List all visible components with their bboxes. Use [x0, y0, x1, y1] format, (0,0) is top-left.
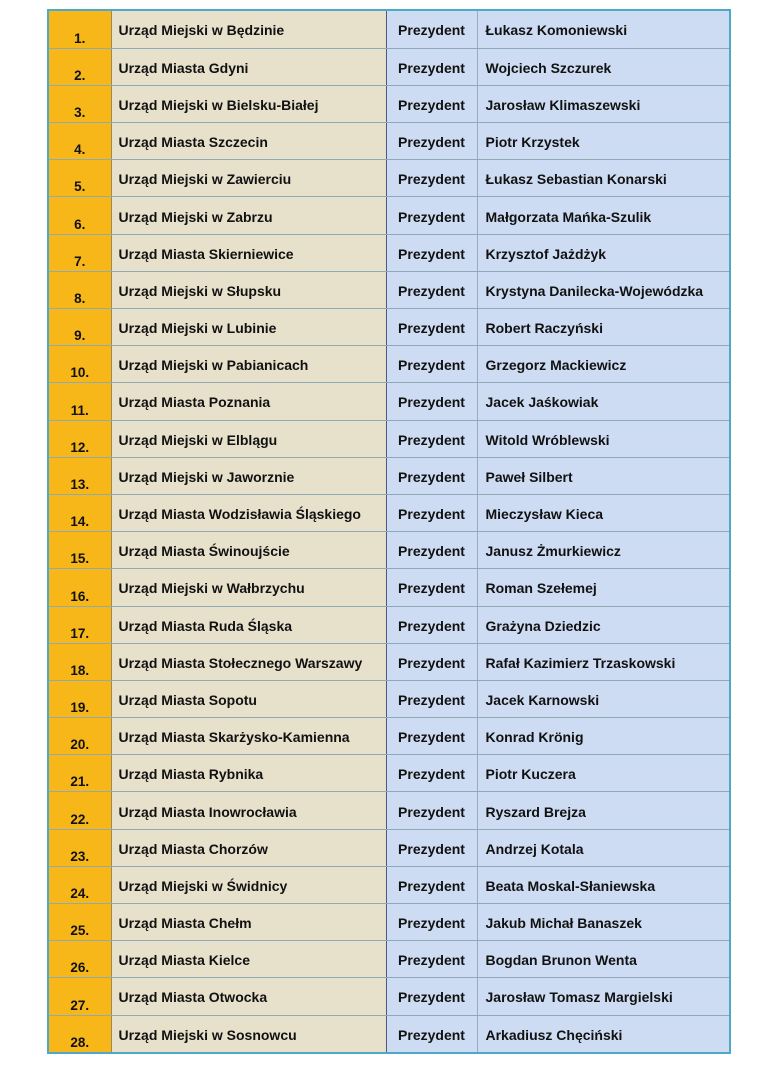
person-name: Łukasz Sebastian Konarski [477, 160, 729, 197]
position-title: Prezydent [386, 48, 477, 85]
person-name: Janusz Żmurkiewicz [477, 532, 729, 569]
table-row [49, 11, 729, 48]
row-number: 7. [49, 234, 111, 271]
row-number: 5. [49, 160, 111, 197]
position-title: Prezydent [386, 160, 477, 197]
table-row [49, 1015, 729, 1052]
person-name: Wojciech Szczurek [477, 48, 729, 85]
person-name: Witold Wróblewski [477, 420, 729, 457]
row-number: 28. [49, 1015, 111, 1052]
person-name: Ryszard Brejza [477, 792, 729, 829]
office-name: Urząd Miejski w Sosnowcu [111, 1015, 386, 1052]
person-name: Piotr Kuczera [477, 755, 729, 792]
row-number: 13. [49, 457, 111, 494]
table-row [49, 420, 729, 457]
person-name: Grażyna Dziedzic [477, 606, 729, 643]
table-row [49, 197, 729, 234]
row-number: 11. [49, 383, 111, 420]
person-name: Paweł Silbert [477, 457, 729, 494]
office-name: Urząd Miejski w Wałbrzychu [111, 569, 386, 606]
table-row [49, 643, 729, 680]
position-title: Prezydent [386, 85, 477, 122]
office-name: Urząd Miasta Wodzisławia Śląskiego [111, 494, 386, 531]
row-number: 1. [49, 11, 111, 48]
position-title: Prezydent [386, 978, 477, 1015]
office-name: Urząd Miasta Kielce [111, 941, 386, 978]
office-name: Urząd Miejski w Świdnicy [111, 866, 386, 903]
person-name: Grzegorz Mackiewicz [477, 346, 729, 383]
position-title: Prezydent [386, 1015, 477, 1052]
table-row [49, 718, 729, 755]
position-title: Prezydent [386, 904, 477, 941]
person-name: Roman Szełemej [477, 569, 729, 606]
person-name: Mieczysław Kieca [477, 494, 729, 531]
row-number: 19. [49, 680, 111, 717]
position-title: Prezydent [386, 123, 477, 160]
mayors-table [49, 11, 729, 1052]
position-title: Prezydent [386, 309, 477, 346]
table-row [49, 606, 729, 643]
person-name: Jakub Michał Banaszek [477, 904, 729, 941]
office-name: Urząd Miasta Chorzów [111, 829, 386, 866]
row-number: 14. [49, 494, 111, 531]
office-name: Urząd Miasta Chełm [111, 904, 386, 941]
office-name: Urząd Miasta Skierniewice [111, 234, 386, 271]
row-number: 6. [49, 197, 111, 234]
table-row [49, 829, 729, 866]
table-row [49, 85, 729, 122]
office-name: Urząd Miejski w Elblągu [111, 420, 386, 457]
person-name: Konrad Krönig [477, 718, 729, 755]
row-number: 4. [49, 123, 111, 160]
person-name: Łukasz Komoniewski [477, 11, 729, 48]
person-name: Beata Moskal-Słaniewska [477, 866, 729, 903]
table-row [49, 904, 729, 941]
person-name: Bogdan Brunon Wenta [477, 941, 729, 978]
office-name: Urząd Miasta Poznania [111, 383, 386, 420]
position-title: Prezydent [386, 11, 477, 48]
table-row [49, 271, 729, 308]
office-name: Urząd Miejski w Bielsku-Białej [111, 85, 386, 122]
position-title: Prezydent [386, 569, 477, 606]
row-number: 16. [49, 569, 111, 606]
table-row [49, 309, 729, 346]
person-name: Jacek Jaśkowiak [477, 383, 729, 420]
table-row [49, 48, 729, 85]
mayors-table-frame [47, 9, 731, 1054]
office-name: Urząd Miasta Inowrocławia [111, 792, 386, 829]
row-number: 15. [49, 532, 111, 569]
row-number: 22. [49, 792, 111, 829]
person-name: Małgorzata Mańka-Szulik [477, 197, 729, 234]
position-title: Prezydent [386, 866, 477, 903]
position-title: Prezydent [386, 494, 477, 531]
person-name: Piotr Krzystek [477, 123, 729, 160]
position-title: Prezydent [386, 420, 477, 457]
row-number: 10. [49, 346, 111, 383]
position-title: Prezydent [386, 383, 477, 420]
office-name: Urząd Miasta Otwocka [111, 978, 386, 1015]
table-row [49, 978, 729, 1015]
position-title: Prezydent [386, 718, 477, 755]
position-title: Prezydent [386, 606, 477, 643]
office-name: Urząd Miasta Szczecin [111, 123, 386, 160]
position-title: Prezydent [386, 941, 477, 978]
table-row [49, 866, 729, 903]
row-number: 12. [49, 420, 111, 457]
row-number: 24. [49, 866, 111, 903]
person-name: Andrzej Kotala [477, 829, 729, 866]
office-name: Urząd Miejski w Zabrzu [111, 197, 386, 234]
row-number: 26. [49, 941, 111, 978]
row-number: 2. [49, 48, 111, 85]
position-title: Prezydent [386, 829, 477, 866]
office-name: Urząd Miejski w Będzinie [111, 11, 386, 48]
office-name: Urząd Miasta Stołecznego Warszawy [111, 643, 386, 680]
table-row [49, 792, 729, 829]
person-name: Robert Raczyński [477, 309, 729, 346]
row-number: 21. [49, 755, 111, 792]
office-name: Urząd Miasta Skarżysko-Kamienna [111, 718, 386, 755]
person-name: Jarosław Tomasz Margielski [477, 978, 729, 1015]
row-number: 20. [49, 718, 111, 755]
table-row [49, 941, 729, 978]
person-name: Rafał Kazimierz Trzaskowski [477, 643, 729, 680]
person-name: Jarosław Klimaszewski [477, 85, 729, 122]
office-name: Urząd Miasta Świnoujście [111, 532, 386, 569]
person-name: Krzysztof Jażdżyk [477, 234, 729, 271]
office-name: Urząd Miejski w Jaworznie [111, 457, 386, 494]
person-name: Krystyna Danilecka-Wojewódzka [477, 271, 729, 308]
office-name: Urząd Miejski w Lubinie [111, 309, 386, 346]
table-row [49, 494, 729, 531]
position-title: Prezydent [386, 643, 477, 680]
office-name: Urząd Miejski w Słupsku [111, 271, 386, 308]
office-name: Urząd Miasta Sopotu [111, 680, 386, 717]
position-title: Prezydent [386, 792, 477, 829]
position-title: Prezydent [386, 234, 477, 271]
row-number: 23. [49, 829, 111, 866]
row-number: 9. [49, 309, 111, 346]
row-number: 18. [49, 643, 111, 680]
row-number: 8. [49, 271, 111, 308]
table-row [49, 346, 729, 383]
table-row [49, 383, 729, 420]
office-name: Urząd Miasta Ruda Śląska [111, 606, 386, 643]
table-body [49, 11, 729, 1052]
row-number: 27. [49, 978, 111, 1015]
row-number: 3. [49, 85, 111, 122]
row-number: 25. [49, 904, 111, 941]
table-row [49, 755, 729, 792]
table-row [49, 457, 729, 494]
office-name: Urząd Miejski w Pabianicach [111, 346, 386, 383]
table-row [49, 532, 729, 569]
position-title: Prezydent [386, 755, 477, 792]
position-title: Prezydent [386, 346, 477, 383]
position-title: Prezydent [386, 271, 477, 308]
table-row [49, 123, 729, 160]
position-title: Prezydent [386, 457, 477, 494]
position-title: Prezydent [386, 680, 477, 717]
position-title: Prezydent [386, 532, 477, 569]
office-name: Urząd Miasta Gdyni [111, 48, 386, 85]
table-row [49, 680, 729, 717]
person-name: Jacek Karnowski [477, 680, 729, 717]
position-title: Prezydent [386, 197, 477, 234]
person-name: Arkadiusz Chęciński [477, 1015, 729, 1052]
row-number: 17. [49, 606, 111, 643]
office-name: Urząd Miasta Rybnika [111, 755, 386, 792]
office-name: Urząd Miejski w Zawierciu [111, 160, 386, 197]
table-row [49, 234, 729, 271]
table-row [49, 569, 729, 606]
table-row [49, 160, 729, 197]
